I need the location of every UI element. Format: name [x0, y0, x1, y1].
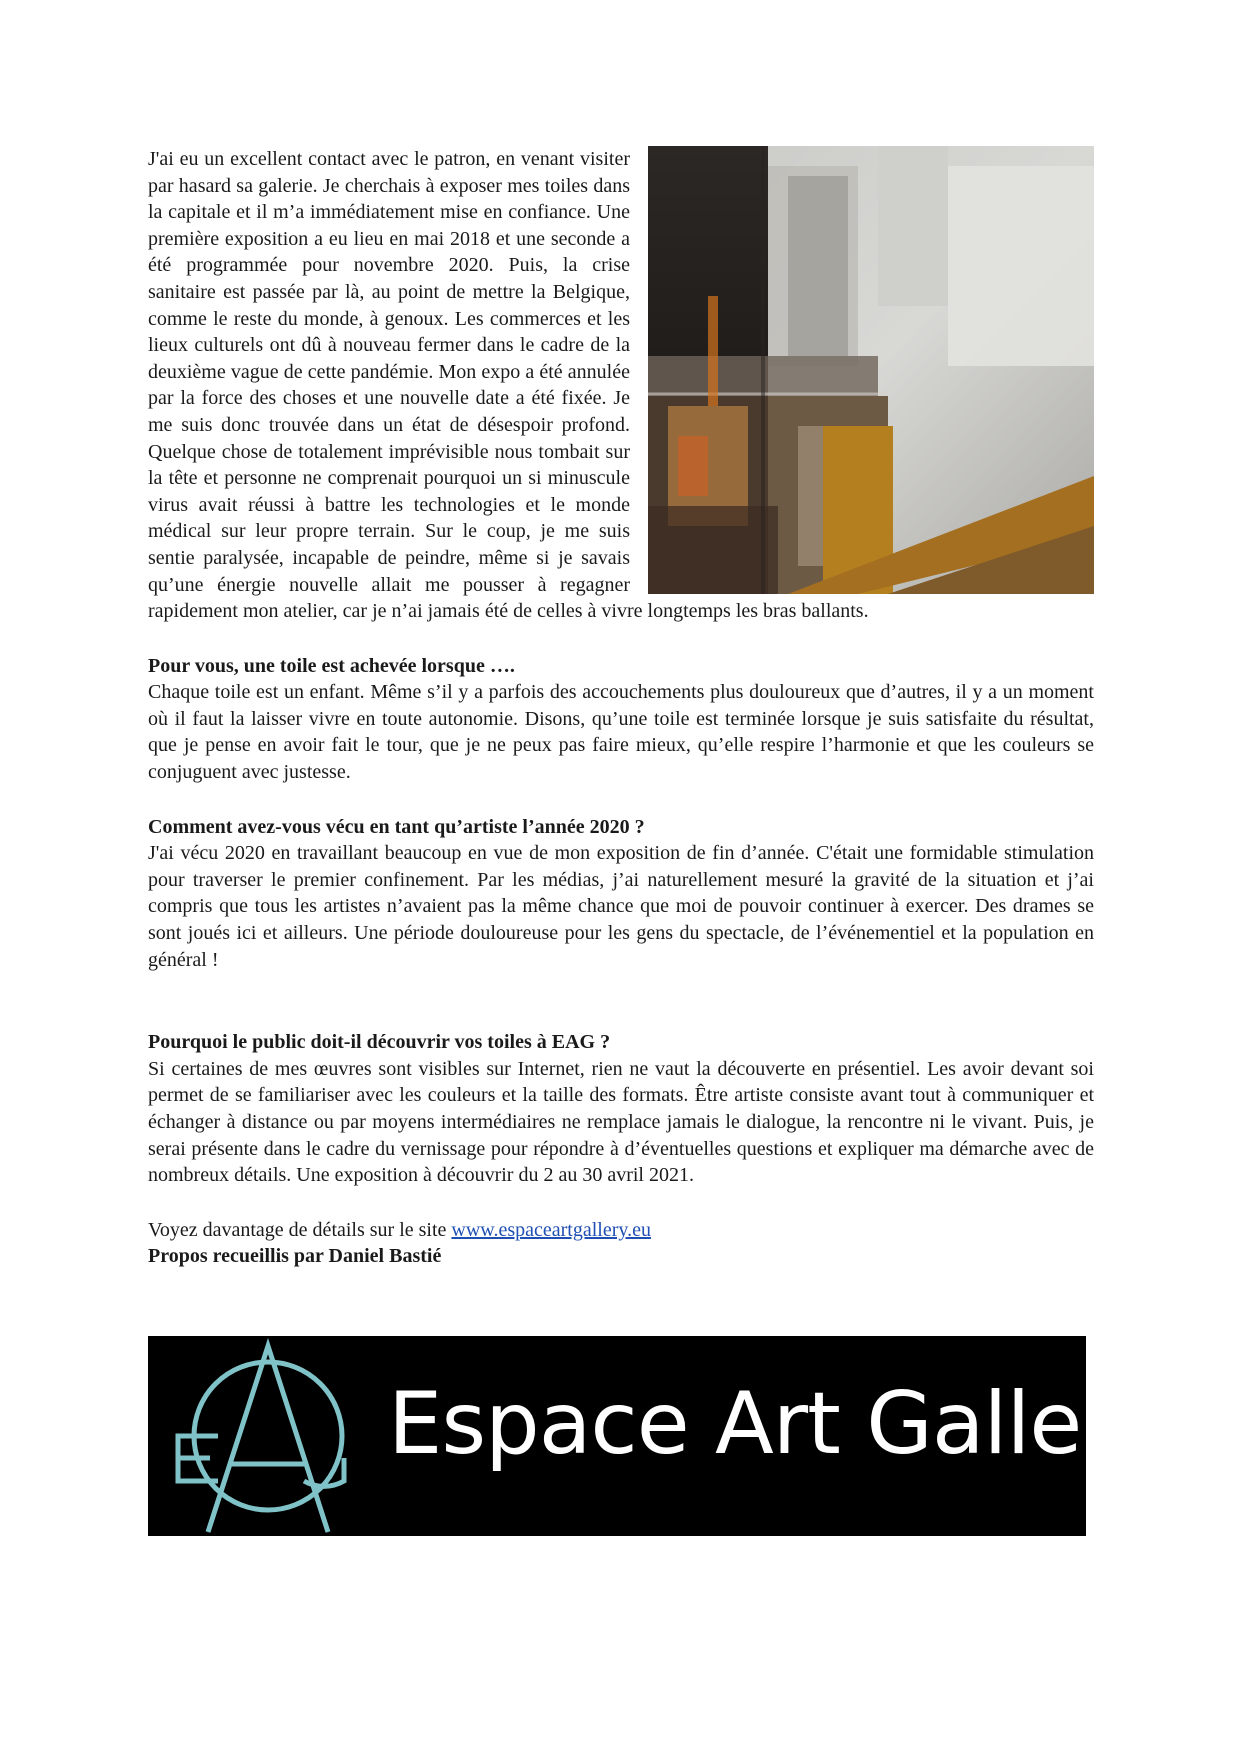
section-2020	[148, 814, 1094, 974]
answer-paragraph: J'ai vécu 2020 en travaillant beaucoup en vue de mon exposition de fin d’année. C'était une formidable stimulation pour traverser le premier confinement. Par les médias, j’ai naturellement mesuré la gravité de la situation et j’ai compris que tous les artistes n’avaient pas la même chance que moi de pouvoir continuer à exercer. Des drames se sont joués ici et ailleurs. Une période douloureuse pour les gens du spectacle, de l’événementiel et la population en général !	[148, 842, 1094, 971]
website-link[interactable]: www.espaceartgallery.eu	[451, 1218, 651, 1241]
logo-wordmark: Espace Art Gallery	[388, 1374, 1166, 1474]
author-credit: Propos recueillis par Daniel Bastié	[148, 1245, 442, 1268]
painting-illustration	[648, 146, 1094, 594]
espace-art-gallery-logo	[148, 1336, 1166, 1536]
section-eag	[148, 1029, 1094, 1189]
abstract-painting-image	[648, 146, 1094, 594]
question-heading: Pourquoi le public doit-il découvrir vos toiles à EAG ?	[148, 1031, 611, 1054]
site-line	[148, 1217, 1094, 1244]
intro-paragraph: J'ai eu un excellent contact avec le patron, en venant visiter par hasard sa galerie. Je cherchais à exposer mes toiles dans la capitale et il m’a immédiatement mise en confiance. Une première exposition a eu lieu en mai 2018 et une seconde a été programmée pour novembre 2020. Puis, la crise sanitaire est passée par là, au point de mettre la Belgique, comme le reste du monde, à genoux. Les commerces et les lieux culturels ont dû à nouveau fermer dans le cadre de la deuxième vague de cette pandémie. Mon expo a été annulée par la force des choses et une nouvelle date a été fixée. Je me suis donc trouvée dans un état de désespoir profond. Quelque chose de totalement imprévisible nous tombait sur la tête et personne ne comprenait pourquoi un si minuscule virus avait réussi à battre les technologies et le monde médical sur leur propre terrain. Sur le coup, je me suis sentie paralysée, incapable de peindre, même si je savais qu’une énergie nouvelle allait me pousser à regagner rapidement mon atelier, car je n’ai jamais été de celles à vivre longtemps les bras ballants.	[148, 148, 869, 623]
article	[148, 146, 1094, 1270]
question-heading: Comment avez-vous vécu en tant qu’artiste l’année 2020 ?	[148, 815, 645, 838]
site-prefix: Voyez davantage de détails sur le site	[148, 1218, 452, 1241]
eag-monogram-icon	[148, 1336, 388, 1536]
answer-paragraph: Chaque toile est un enfant. Même s’il y a parfois des accouchements plus douloureux que d’autres, il y a un moment où il faut la laisser vivre en toute autonomie. Disons, qu’une toile est terminée lorsque je suis satisfaite du résultat, que je pense en avoir fait le tour, que je ne peux pas faire mieux, qu’elle respire l’harmonie et que les couleurs se conjuguent avec justesse.	[148, 681, 1094, 784]
question-heading: Pour vous, une toile est achevée lorsque ….	[148, 654, 515, 677]
intro-block	[148, 146, 1094, 625]
section-completion	[148, 653, 1094, 786]
footer-credits	[148, 1217, 1094, 1270]
answer-paragraph: Si certaines de mes œuvres sont visibles sur Internet, rien ne vaut la découverte en présentiel. Les avoir devant soi permet de se familiariser avec les couleurs et la taille des formats. Être artiste consiste avant tout à communiquer et échanger à distance ou par moyens intermédiaires ne remplace jamais le dialogue, la rencontre ni le vivant. Puis, je serai présente dans le cadre du vernissage pour répondre à d’éventuelles questions et expliquer ma démarche avec de nombreux détails. Une exposition à découvrir du 2 au 30 avril 2021.	[148, 1057, 1094, 1187]
